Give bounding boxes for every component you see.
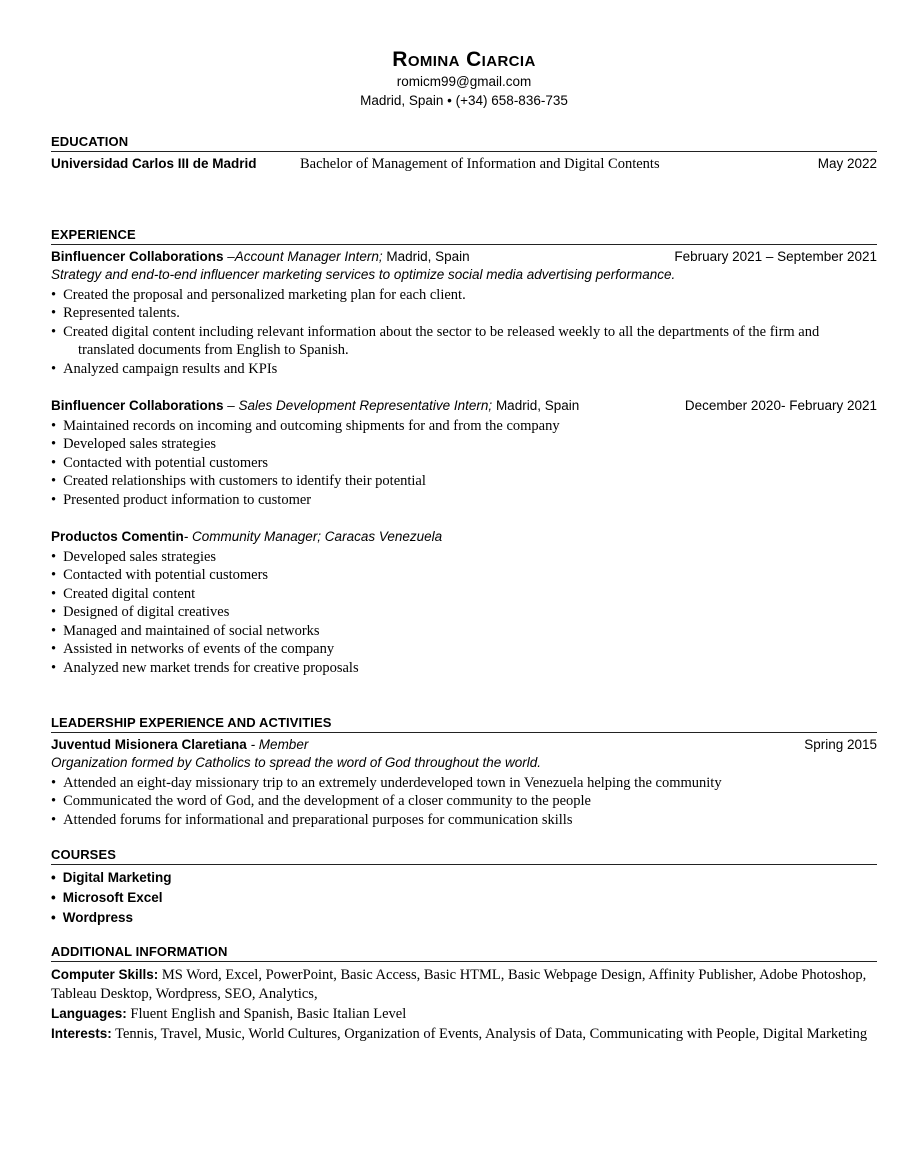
job-entry (51, 397, 877, 509)
additional-label: Computer Skills: (51, 967, 159, 983)
job-title-line (51, 528, 442, 546)
email-line: romicm99@gmail.com (396, 74, 532, 89)
job-heading (51, 248, 877, 266)
bullet-item: • Analyzed new market trends for creative proposals (51, 659, 877, 677)
additional-text: MS Word, Excel, PowerPoint, Basic Access, Basic HTML, Basic Webpage Design, Affinity Publisher, Adobe Photoshop, Tableau Desktop, Wordpress, SEO, Analytics, (51, 967, 867, 1003)
additional-row-computer-skills (51, 965, 877, 1004)
education-date: May 2022 (817, 156, 877, 171)
job-title-line (51, 397, 579, 415)
education-section (51, 134, 877, 173)
bullet-item: • Created digital content including relevant information about the sector to be released weekly to all the departments of the firm and translated documents from English to Spanish. (51, 323, 877, 360)
job-title-line (51, 248, 470, 266)
bullet-item: • Developed sales strategies (51, 548, 877, 566)
leadership-summary: Organization formed by Catholics to spread the word of God throughout the world. (51, 754, 542, 770)
job-role: - Community Manager; Caracas Venezuela (183, 529, 443, 545)
leadership-bullet-list (51, 774, 877, 829)
bullet-item: • Represented talents. (51, 304, 877, 322)
education-row (51, 155, 877, 173)
job-heading (51, 397, 877, 415)
bullet-item: • Created relationships with customers to identify their potential (51, 472, 877, 490)
experience-section (51, 227, 877, 677)
bullet-item: • Assisted in networks of events of the company (51, 640, 877, 658)
job-company: Binfluencer Collaborations (51, 249, 224, 264)
education-school: Universidad Carlos III de Madrid (51, 156, 257, 171)
job-heading (51, 528, 877, 546)
leadership-heading (51, 736, 877, 754)
bullet-item: • Managed and maintained of social networks (51, 622, 877, 640)
job-bullet-list (51, 548, 877, 677)
resume-header (51, 47, 877, 110)
education-section-title: EDUCATION (51, 134, 877, 152)
additional-row-interests (51, 1024, 877, 1044)
leadership-section-title: LEADERSHIP EXPERIENCE AND ACTIVITIES (51, 715, 877, 733)
job-location: Madrid, Spain (382, 249, 470, 264)
courses-list (51, 868, 877, 928)
bullet-item: • Contacted with potential customers (51, 566, 877, 584)
additional-label: Interests: (51, 1026, 112, 1042)
additional-row-languages (51, 1004, 877, 1024)
additional-rows (51, 965, 877, 1044)
job-date: December 2020- February 2021 (684, 398, 877, 414)
leadership-title-line (51, 736, 308, 754)
bullet-item: • Created the proposal and personalized marketing plan for each client. (51, 286, 877, 304)
additional-text: Fluent English and Spanish, Basic Italian Level (126, 1006, 407, 1023)
bullet-item: • Developed sales strategies (51, 435, 877, 453)
bullet-item: • Attended forums for informational and preparational purposes for communication skills (51, 811, 877, 829)
experience-section-title: EXPERIENCE (51, 227, 877, 245)
job-company: Productos Comentin (51, 529, 184, 545)
job-role: – Sales Development Representative Intern; (223, 398, 493, 414)
location-phone-line: Madrid, Spain • (+34) 658-836-735 (360, 93, 568, 108)
additional-info-section (51, 944, 877, 1044)
course-item: • Microsoft Excel (51, 888, 877, 908)
bullet-item: • Analyzed campaign results and KPIs (51, 360, 877, 378)
courses-section-title: COURSES (51, 847, 877, 865)
job-location: Madrid, Spain (492, 398, 580, 414)
job-summary: Strategy and end-to-end influencer marketing services to optimize social media advertising performance. (51, 267, 676, 282)
leadership-org: Juventud Misionera Claretiana (51, 736, 247, 752)
additional-label: Languages: (51, 1006, 127, 1022)
bullet-item: • Contacted with potential customers (51, 454, 877, 472)
bullet-item: • Attended an eight-day missionary trip to an extremely underdeveloped town in Venezuela helping the community (51, 774, 877, 792)
leadership-role: - Member (246, 736, 309, 752)
course-item: • Digital Marketing (51, 868, 877, 888)
job-bullet-list (51, 286, 877, 378)
job-entry (51, 528, 877, 677)
job-date: February 2021 – September 2021 (674, 249, 877, 264)
bullet-item: • Presented product information to customer (51, 491, 877, 509)
leadership-entry (51, 736, 877, 829)
person-name: Romina Ciarcia (392, 48, 536, 71)
leadership-section (51, 715, 877, 829)
bullet-item: • Designed of digital creatives (51, 603, 877, 621)
leadership-date: Spring 2015 (804, 736, 877, 752)
course-item: • Wordpress (51, 908, 877, 928)
additional-text: Tennis, Travel, Music, World Cultures, Organization of Events, Analysis of Data, Communicating with People, Digital Marketing (111, 1026, 868, 1043)
additional-section-title: ADDITIONAL INFORMATION (51, 944, 877, 962)
bullet-item: • Maintained records on incoming and outcoming shipments for and from the company (51, 417, 877, 435)
bullet-item: • Communicated the word of God, and the development of a closer community to the people (51, 792, 877, 810)
job-bullet-list (51, 417, 877, 509)
job-company: Binfluencer Collaborations (51, 398, 224, 414)
job-entry (51, 248, 877, 378)
job-role: –Account Manager Intern; (223, 249, 383, 264)
education-degree: Bachelor of Management of Information and Digital Contents (300, 156, 660, 172)
courses-section (51, 847, 877, 928)
bullet-item: • Created digital content (51, 585, 877, 603)
